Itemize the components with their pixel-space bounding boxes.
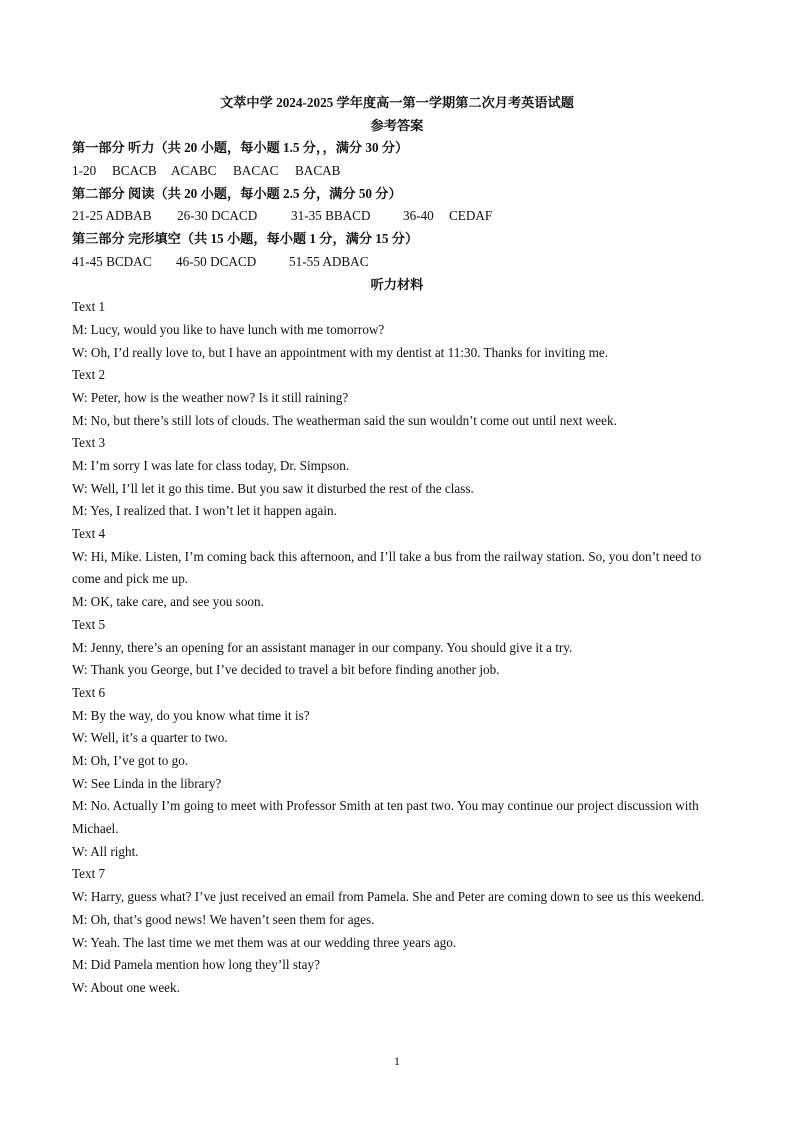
transcript-line: M: No. Actually I’m going to meet with Professor Smith at ten past two. You may continue our project discussion with Michael. bbox=[72, 798, 699, 837]
section-2-answers bbox=[72, 205, 722, 228]
transcript-line: M: Yes, I realized that. I won’t let it happen again. bbox=[72, 503, 337, 519]
answer-group: 21-25 ADBAB bbox=[72, 208, 152, 224]
transcript-line: M: Oh, I’ve got to go. bbox=[72, 752, 189, 768]
transcript-line: M: OK, take care, and see you soon. bbox=[72, 594, 264, 610]
transcript-line: Text 1 bbox=[72, 299, 106, 315]
transcript-line: Text 4 bbox=[72, 526, 106, 542]
answer-group: ACABC bbox=[171, 163, 217, 179]
transcript-line: W: Well, it’s a quarter to two. bbox=[72, 730, 228, 746]
transcript-line: W: Well, I’ll let it go this time. But you saw it disturbed the rest of the class. bbox=[72, 480, 474, 496]
transcript-line: M: Did Pamela mention how long they’ll stay? bbox=[72, 957, 320, 973]
section-1-heading: 第一部分 听力（共 20 小题，每小题 1.5 分，，满分 30 分） bbox=[72, 140, 409, 156]
transcript-line: M: By the way, do you know what time it is? bbox=[72, 707, 310, 723]
page-content bbox=[72, 92, 722, 1000]
transcript-line: M: I’m sorry I was late for class today, Dr. Simpson. bbox=[72, 458, 350, 473]
section-1-answers bbox=[72, 160, 722, 183]
transcript bbox=[72, 296, 722, 999]
answer-group: 41-45 BCDAC bbox=[72, 253, 152, 269]
answer-group: 46-50 DCACD bbox=[176, 253, 257, 269]
transcript-line: W: Yeah. The last time we met them was at our wedding three years ago. bbox=[72, 934, 457, 950]
answer-group: 36-40 bbox=[403, 208, 434, 224]
answer-group: CEDAF bbox=[449, 208, 493, 224]
transcript-line: W: Thank you George, but I’ve decided to travel a bit before finding another job. bbox=[72, 662, 500, 678]
transcript-line: Text 5 bbox=[72, 616, 106, 632]
transcript-line: W: See Linda in the library? bbox=[72, 775, 222, 791]
answer-group: 26-30 DCACD bbox=[177, 208, 258, 224]
transcript-line: M: Lucy, would you like to have lunch with me tomorrow? bbox=[72, 321, 385, 337]
transcript-line: Text 2 bbox=[72, 367, 106, 383]
listening-material-heading: 听力材料 bbox=[370, 276, 424, 292]
transcript-line: Text 3 bbox=[72, 435, 106, 451]
answer-key-heading: 参考答案 bbox=[370, 117, 424, 133]
transcript-line: Text 6 bbox=[72, 684, 106, 700]
transcript-line: M: No, but there’s still lots of clouds. The weatherman said the sun wouldn’t come out until next week. bbox=[72, 412, 617, 428]
transcript-line: W: Oh, I’d really love to, but I have an appointment with my dentist at 11:30. Thanks for inviting me. bbox=[72, 344, 609, 360]
page-number: 1 bbox=[394, 1054, 400, 1068]
section-3-answers bbox=[72, 251, 722, 274]
answer-group: 1-20 bbox=[72, 163, 97, 179]
transcript-line: W: About one week. bbox=[72, 979, 180, 995]
document-title: 文萃中学 2024-2025 学年度高一第一学期第二次月考英语试题 bbox=[220, 95, 574, 110]
transcript-line: W: Hi, Mike. Listen, I’m coming back this afternoon, and I’ll take a bus from the railway station. So, you don’t need to come and pick me up. bbox=[72, 548, 702, 587]
transcript-line: Text 7 bbox=[72, 866, 106, 882]
answer-group: 51-55 ADBAC bbox=[289, 253, 369, 269]
transcript-line: W: All right. bbox=[72, 843, 139, 859]
answer-group: BACAB bbox=[295, 163, 341, 179]
transcript-line: M: Oh, that’s good news! We haven’t seen them for ages. bbox=[72, 911, 375, 927]
transcript-line: W: Harry, guess what? I’ve just received an email from Pamela. She and Peter are coming down to see us this weekend. bbox=[72, 889, 705, 905]
answer-group: BCACB bbox=[112, 163, 157, 179]
transcript-line: W: Peter, how is the weather now? Is it still raining? bbox=[72, 389, 349, 405]
section-3-heading: 第三部分 完形填空（共 15 小题，每小题 1 分，满分 15 分） bbox=[72, 231, 419, 247]
transcript-line: M: Jenny, there’s an opening for an assistant manager in our company. You should give it a try. bbox=[72, 639, 573, 655]
section-2-heading: 第二部分 阅读（共 20 小题，每小题 2.5 分，满分 50 分） bbox=[72, 185, 402, 201]
answer-group: BACAC bbox=[233, 163, 279, 179]
answer-group: 31-35 BBACD bbox=[291, 208, 371, 224]
